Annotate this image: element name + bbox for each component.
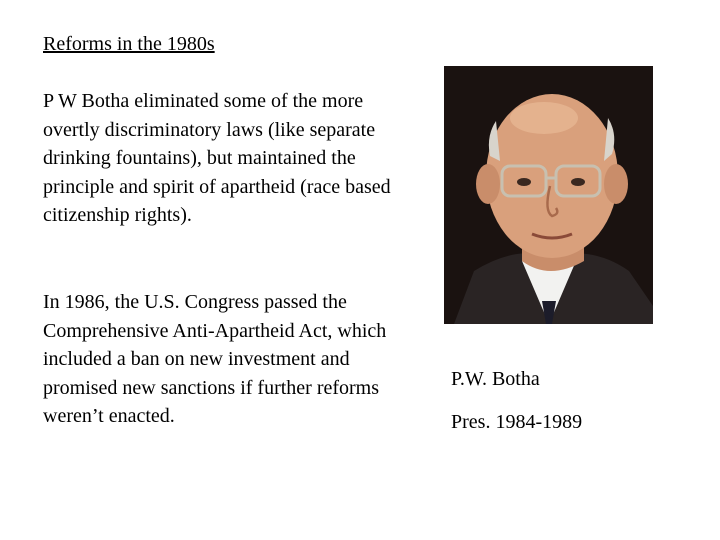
slide-title: Reforms in the 1980s <box>43 33 215 55</box>
photo-caption-name: P.W. Botha <box>451 368 540 390</box>
photo-caption-term: Pres. 1984-1989 <box>451 411 583 433</box>
portrait-illustration <box>444 66 653 324</box>
paragraph-reforms: P W Botha eliminated some of the more overtly discriminatory laws (like separate drinking fountains), but maintained the principle and spirit of apartheid (race based citizenship rights). <box>43 90 391 227</box>
paragraph-anti-apartheid-act: In 1986, the U.S. Congress passed the Comprehensive Anti-Apartheid Act, which included a ban on new investment and promised new sanctions if further reforms weren’t enacted. <box>43 291 387 428</box>
portrait-photo <box>444 66 653 324</box>
